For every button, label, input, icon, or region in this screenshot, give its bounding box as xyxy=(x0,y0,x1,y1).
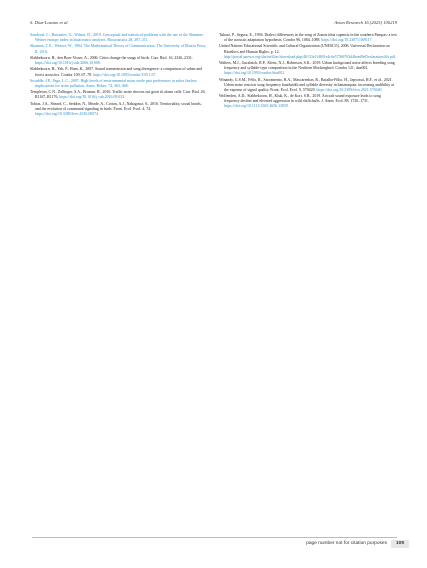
reference-doi-link[interactable]: https://doi.org/10.1111/1365-2656.13059. xyxy=(224,104,289,109)
reference-text: Tobias, J.A., Sheard, C., Seddon, N., Meade, A., Cotton, A.J., Nakagawa, S., 2016. Territoriality, social bonds, and the evolution of communal signaling in birds. Front. Ecol. Evol. 4, 74. xyxy=(30,101,202,111)
footer-divider xyxy=(32,537,397,538)
reference-doi-link[interactable]: http://portal.unesco.org/shs/en/files/download.php/46133e1f4691e4c6e57566763d4beed9eDeclaration/dfs.pdf. xyxy=(224,54,397,59)
reference-doi-link[interactable]: https://doi.org/10.1016/j.cub.2016.09.032. xyxy=(59,95,126,100)
reference-doi-link[interactable]: https://doi.org/10.2307/1369117. xyxy=(321,38,373,43)
reference-text: Sandoval, L., Barrantes, G., Wilson, D., 2019. Conceptual and statistical problems with the use of the Shannon-Weiner entropy index in bioacoustic analyses. Bioacoustics 28, 297–311. xyxy=(30,33,204,43)
page-number: 109 xyxy=(391,540,409,548)
reference-doi-link[interactable]: https://doi.org/10.3389/fevo.2021.570420. xyxy=(316,87,383,92)
footer-note: page number not for citation purposes xyxy=(306,541,387,546)
reference-text: Slabbekoorn, H., den Boer-Visser, A., 2006. Cities change the songs of birds. Curr. Biol. 16, 2326–2331. xyxy=(30,55,193,60)
reference-text: Winandy, G.S.M., Félix, R., Sacramento, R.A., Mascarenhas, R., Batalha-Filho, H., Japyassú, H.F., et al., 2021. Urban noise restricts song frequency bandwidth and syllable diversity in bananaquits: increasing audibility at the expense of signal quality. Front. Ecol. Evol. 9, 570420. xyxy=(219,77,394,92)
reference-entry xyxy=(219,44,397,59)
reference-text: Walters, M.J., Guralnick, R.P., Kleist, N.J., Robinson, S.K., 2019. Urban background noise affects breeding song frequency and syllable-type composition in the Northern Mockingbird. Condor 121, duz002. xyxy=(219,61,395,71)
reference-entry xyxy=(219,94,397,109)
reference-entry xyxy=(30,79,208,89)
reference-entry xyxy=(219,33,397,43)
reference-entry xyxy=(30,44,208,54)
reference-entry xyxy=(219,78,397,93)
reference-text: Templeton, C.N., Zollinger, S.A., Brumm, H., 2016. Traffic noise drowns out great tit alarm calls. Curr. Biol. 26, R1167–R1176. xyxy=(30,90,206,100)
reference-entry xyxy=(30,33,208,43)
running-head-journal: Avian Research 16 (2025) 100219 xyxy=(334,20,397,25)
reference-column-right xyxy=(219,33,397,111)
reference-doi-link[interactable]: https://doi.org/10.1016/j.cub.2006.10.008. xyxy=(35,61,101,66)
reference-entry xyxy=(30,90,208,100)
reference-doi-link[interactable]: https://doi.org/10.1093/condor/109.1.67. xyxy=(93,72,157,77)
reference-entry xyxy=(30,56,208,66)
reference-column-left xyxy=(30,33,208,118)
page-footer xyxy=(306,539,409,548)
reference-entry xyxy=(30,67,208,77)
reference-text: Tubaro, P., Segura, E., 1994. Dialect differences in the song of Zonotrichia capensis in the southern Pampas: a test of the acoustic adaptation hypothesis. Condor 96, 1084–1088. xyxy=(219,33,397,43)
reference-doi-link[interactable]: https://doi.org/10.3389/fevo.2016.00074. xyxy=(35,112,100,116)
reference-entry xyxy=(30,102,208,117)
reference-text: Slabbekoorn, H., Yeh, P., Hunt, K., 2007. Sound transmission and song divergence: a comparison of urban and forest acoustics. Condor 109, 67–78. xyxy=(30,67,203,77)
reference-text: United Nations Educational Scientific and Cultural Organization (UNESCO), 2006. Universal Declaration on Bioethics and Human Rights, p. 12. xyxy=(219,44,390,54)
reference-text: Wolfenden, A.D., Slabbekoorn, H., Kluk, K., de Kort, S.R., 2019. Aircraft sound exposure leads to song frequency decline and elevated aggression in wild chiffchaffs. J. Anim. Ecol. 88, 1720–1731. xyxy=(219,94,381,104)
reference-text: Shannon, C.E., Weaver, W., 1964. The Mathematical Theory of Communication. The University of Illinois Press, IL USA. xyxy=(30,44,207,54)
running-head-authors: S. Díaz-Lozano et al. xyxy=(30,20,69,25)
reference-doi-link[interactable]: https://doi.org/10.1093/condor/duz002. xyxy=(224,71,285,76)
reference-text: Swaddle, J.P., Page, L.C., 2007. High levels of environmental noise erode pair preferences in zebra finches: implications for noise pollution. Anim. Behav. 74, 363–368. xyxy=(30,78,198,88)
reference-entry xyxy=(219,61,397,76)
